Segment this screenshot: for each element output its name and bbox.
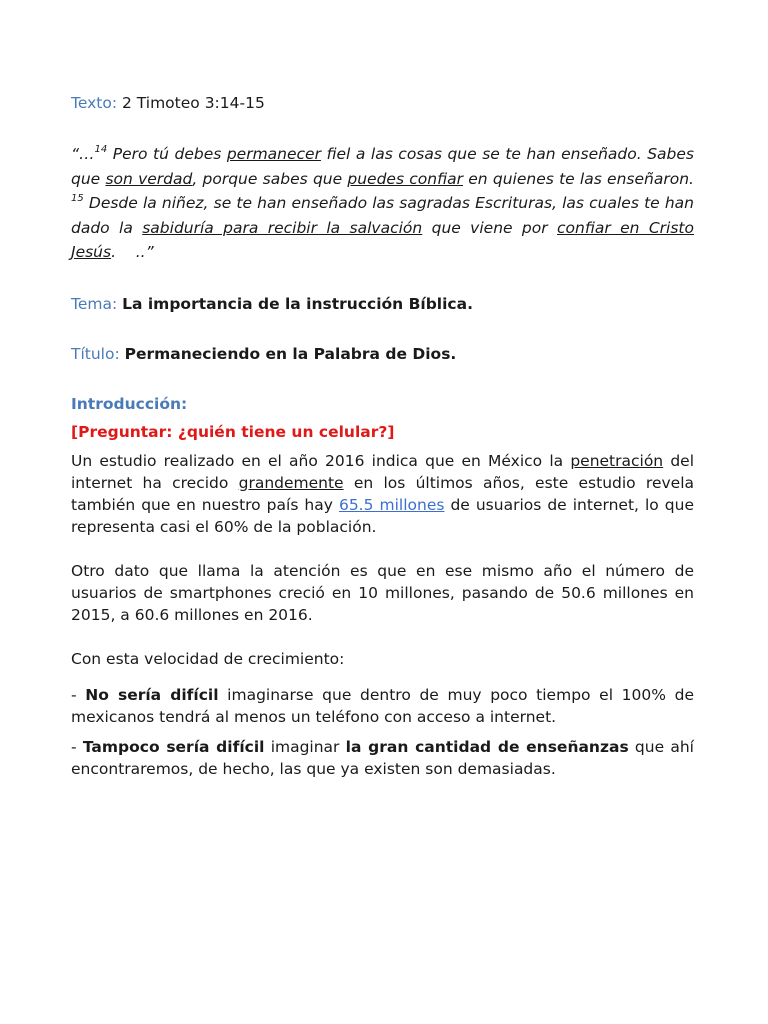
document-page [71, 92, 694, 780]
bullet-no-seria-dificil [71, 684, 694, 728]
verse-number-15: 15 [71, 193, 84, 204]
titulo-value: Permaneciendo en la Palabra de Dios. [124, 344, 457, 363]
texto-value: 2 Timoteo 3:14-15 [122, 94, 265, 112]
quote-underline-son-verdad: son verdad [105, 169, 193, 188]
para-text: de usuarios de internet, lo que representa casi el 60% de la población. [71, 495, 694, 536]
verse-number-14: 14 [94, 144, 108, 155]
scripture-quote [71, 142, 694, 265]
tema-line [71, 293, 694, 315]
para-underline-penetracion: penetración [570, 451, 664, 470]
quote-open: “… [71, 145, 95, 163]
bullet-bold: la gran cantidad de enseñanzas [345, 737, 629, 756]
quote-text: que viene por [422, 218, 558, 237]
bullet-text: imaginarse que dentro de muy poco tiempo el 100% de mexicanos tendrá al menos un teléfono con acceso a internet. [71, 685, 694, 726]
para-underline-grandemente: grandemente [238, 473, 344, 492]
quote-underline-sabiduria: sabiduría para recibir la salvación [142, 218, 423, 237]
bullet-tampoco-seria-dificil [71, 736, 694, 780]
bullet-bold: Tampoco sería difícil [82, 737, 265, 756]
titulo-line [71, 343, 694, 365]
quote-underline-permanecer: permanecer [226, 145, 321, 163]
paragraph-smartphones: Otro dato que llama la atención es que en ese mismo año el número de usuarios de smartphones creció en 10 millones, pasando de 50.6 millones en 2015, a 60.6 millones en 2016. [71, 561, 694, 624]
paragraph-growth: Con esta velocidad de crecimiento: [71, 649, 345, 668]
titulo-label: Título: [71, 344, 120, 363]
bullet-text: que ahí encontraremos, de hecho, las que ya existen son demasiadas. [71, 737, 694, 778]
quote-text: Desde la niñez, se te han enseñado las sagradas Escrituras, las cuales te han dado la [71, 194, 694, 237]
bullet-bold: No sería difícil [85, 685, 219, 704]
tema-value: La importancia de la instrucción Bíblica. [122, 294, 473, 313]
para-text: Un estudio realizado en el año 2016 indica que en México la [71, 451, 571, 470]
quote-close: . ..” [111, 243, 154, 261]
bullet-text: imaginar [264, 737, 346, 756]
millones-link[interactable]: 65.5 millones [338, 495, 445, 514]
paragraph-study [71, 450, 694, 538]
tema-label: Tema: [71, 294, 118, 313]
introduccion-heading: Introducción: [71, 394, 188, 413]
quote-text: , porque sabes que [192, 169, 348, 188]
quote-text: fiel a las cosas que se te han enseñado. Sabes que [71, 145, 694, 188]
bullet-dash: - [71, 685, 86, 704]
para-text: en los últimos años, este estudio revela también que en nuestro país hay [71, 473, 694, 514]
quote-underline-confiar-cristo: confiar en Cristo Jesús [71, 218, 694, 261]
quote-text: Pero tú debes [107, 145, 227, 163]
quote-underline-puedes-confiar: puedes confiar [347, 169, 464, 188]
ask-prompt: [Preguntar: ¿quién tiene un celular?] [71, 422, 395, 441]
quote-text: en quienes te las enseñaron. [463, 169, 694, 188]
texto-line [71, 92, 694, 114]
bullet-dash: - [71, 737, 83, 756]
texto-label: Texto: [71, 94, 118, 112]
para-text: del internet ha crecido [71, 451, 694, 492]
